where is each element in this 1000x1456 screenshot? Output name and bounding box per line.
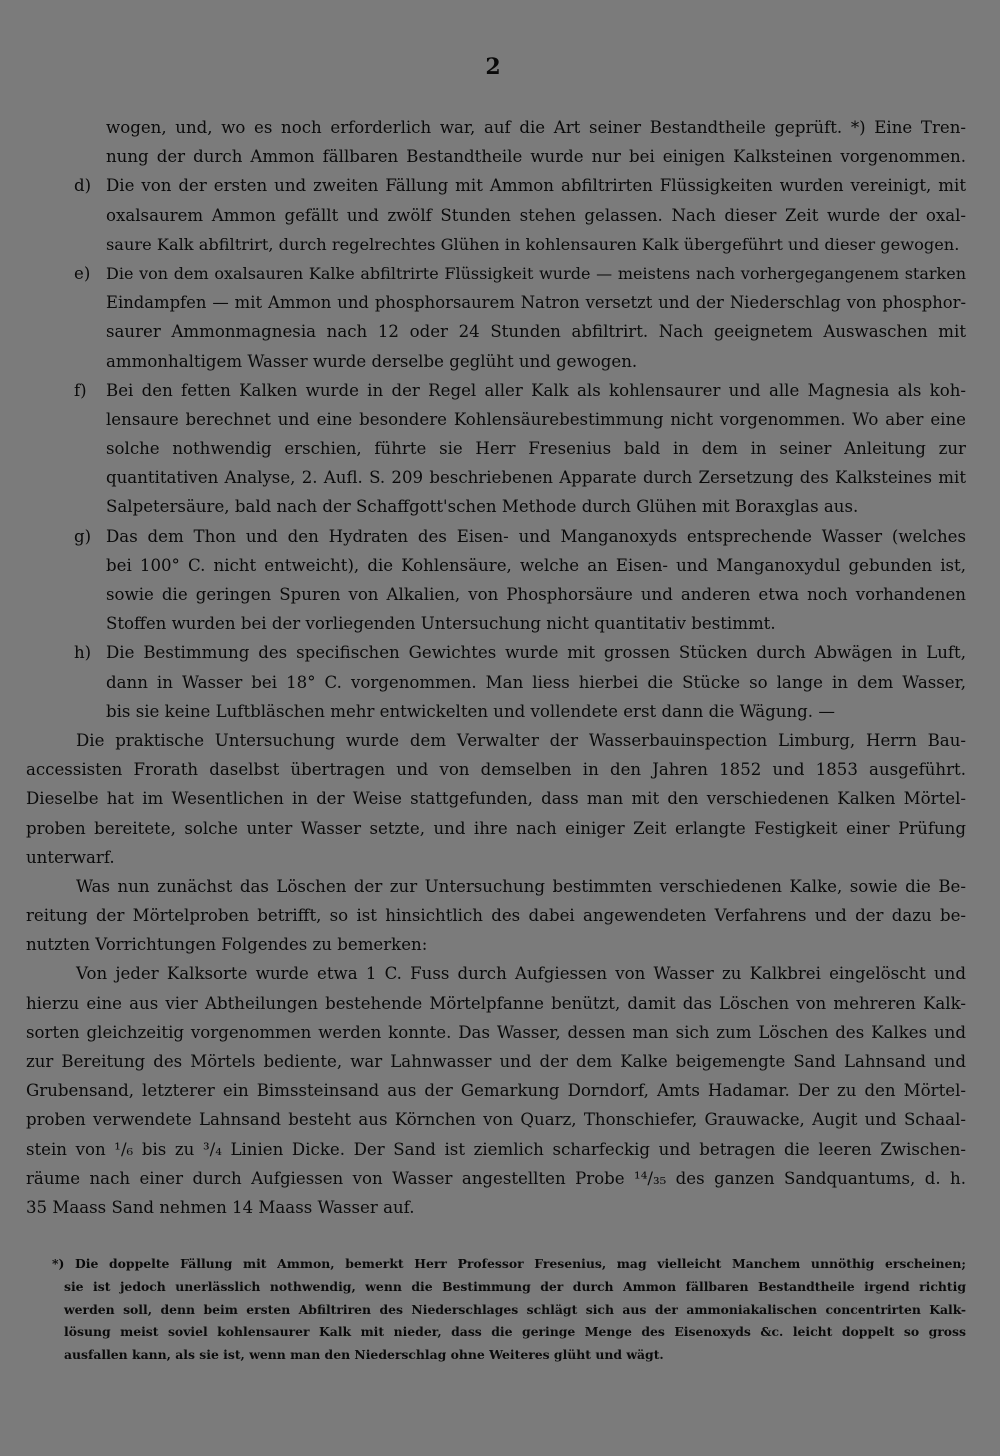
text-line: saure Kalk abfiltrirt, durch regelrechtes Glühen in kohlensauren Kalk übergeführt und dieser gewogen. [106,234,960,254]
text-line: Die von dem oxalsauren Kalke abfiltrirte Flüssigkeit wurde — meistens nach vorhergegangenem starken [106,263,966,283]
paragraph [26,726,966,872]
text-line: stein von ¹/₆ bis zu ³/₄ Linien Dicke. Der Sand ist ziemlich scharfeckig und betragen die leeren Zwischen- [26,1139,966,1159]
text-line: Die Bestimmung des specifischen Gewichtes wurde mit grossen Stücken durch Abwägen in Luft, [106,643,966,663]
item-label: h) [74,643,92,663]
text-line: Von jeder Kalksorte wurde etwa 1 C. Fuss durch Aufgiessen von Wasser zu Kalkbrei eingelöscht und [76,964,966,984]
text-line: saurer Ammonmagnesia nach 12 oder 24 Stunden abfiltrirt. Nach geeignetem Auswaschen mit [106,322,966,342]
text-line: ammonhaltigem Wasser wurde derselbe geglüht und gewogen. [106,351,638,371]
text-line: bei 100° C. nicht entweicht), die Kohlensäure, welche an Eisen- und Manganoxydul gebunden ist, [106,555,966,575]
text-line: sorten gleichzeitig vorgenommen werden konnte. Das Wasser, dessen man sich zum Löschen des Kalkes und [26,1022,966,1042]
text-line: Dieselbe hat im Wesentlichen in der Weise stattgefunden, dass man mit den verschiedenen Kalken Mörtel- [26,789,966,809]
text-line: lensaure berechnet und eine besondere Kohlensäurebestimmung nicht vorgenommen. Wo aber eine [106,409,966,429]
text-line: proben bereitete, solche unter Wasser setzte, und ihre nach einiger Zeit erlangte Festigkeit einer Prüfung [26,818,966,838]
text-line: Salpetersäure, bald nach der Schaffgott'schen Methode durch Glühen mit Boraxglas aus. [106,497,859,517]
page-number: 2 [485,54,501,80]
list-item-d [26,171,966,259]
text-line: Das dem Thon und den Hydraten des Eisen- und Manganoxyds entsprechende Wasser (welches [106,526,966,546]
footnote-line: *) Die doppelte Fällung mit Ammon, bemerkt Herr Professor Fresenius, mag vielleicht Manchem unnöthig erscheinen; [52,1256,966,1271]
text-line: oxalsaurem Ammon gefällt und zwölf Stunden stehen gelassen. Nach dieser Zeit wurde der oxal- [106,205,966,225]
footnote-line: werden soll, denn beim ersten Abfiltriren des Niederschlages schlägt sich aus der ammoniakalischen concentrirten Kalk- [64,1301,966,1317]
text-line: sowie die geringen Spuren von Alkalien, von Phosphorsäure und anderen etwa noch vorhandenen [106,585,966,604]
item-label: g) [74,526,92,546]
list-item-f [26,376,966,522]
footnote-line: sie ist jedoch unerlässlich nothwendig, wenn die Bestimmung der durch Ammon fällbaren Bestandtheile irgend richtig [64,1278,966,1294]
paragraph [26,872,966,960]
footnote-line: ausfallen kann, als sie ist, wenn man den Niederschlag ohne Weiteres glüht und wägt. [64,1347,664,1363]
footnote [52,1253,966,1367]
text-line: proben verwendete Lahnsand besteht aus Körnchen von Quarz, Thonschiefer, Grauwacke, Augit und Schaal- [26,1110,966,1130]
text-line: hierzu eine aus vier Abtheilungen bestehende Mörtelpfanne benützt, damit das Löschen von mehreren Kalk- [26,993,966,1013]
text-line: unterwarf. [26,847,115,867]
text-line: Was nun zunächst das Löschen der zur Untersuchung bestimmten verschiedenen Kalke, sowie die Be- [76,876,966,896]
item-label: f) [74,380,87,400]
item-label: e) [74,263,91,283]
text-line: nung der durch Ammon fällbaren Bestandtheile wurde nur bei einigen Kalksteinen vorgenommen. [106,147,966,167]
text-line: accessisten Frorath daselbst übertragen und von demselben in den Jahren 1852 und 1853 ausgeführt. [26,760,966,780]
list-item-h [26,638,966,726]
text-line: Bei den fetten Kalken wurde in der Regel aller Kalk als kohlensaurer und alle Magnesia als koh- [106,380,966,400]
list-item-g [26,522,966,639]
text-line: nutzten Vorrichtungen Folgendes zu bemerken: [26,935,428,955]
text-line: solche nothwendig erschien, führte sie Herr Fresenius bald in dem in seiner Anleitung zur [106,439,966,459]
text-line: Die von der ersten und zweiten Fällung mit Ammon abfiltrirten Flüssigkeiten wurden vereinigt, mit [106,176,966,196]
text-line: wogen, und, wo es noch erforderlich war, auf die Art seiner Bestandtheile geprüft. *) Eine Tren- [106,118,966,137]
text-line: dann in Wasser bei 18° C. vorgenommen. Man liess hierbei die Stücke so lange in dem Wasser, [106,672,966,692]
text-line: reitung der Mörtelproben betrifft, so ist hinsichtlich des dabei angewendeten Verfahrens und der dazu be- [26,906,966,926]
paragraph [26,959,966,1222]
main-text [26,113,966,1222]
text-line: Eindampfen — mit Ammon und phosphorsaurem Natron versetzt und der Niederschlag von phosphor- [106,293,966,313]
text-line: quantitativen Analyse, 2. Aufl. S. 209 beschriebenen Apparate durch Zersetzung des Kalksteines mit [106,468,966,488]
text-line: zur Bereitung des Mörtels bediente, war Lahnwasser und der dem Kalke beigemengte Sand Lahnsand und [26,1052,966,1071]
item-label: d) [74,176,92,196]
text-line: Stoffen wurden bei der vorliegenden Untersuchung nicht quantitativ bestimmt. [106,614,776,634]
list-item-e [26,259,966,376]
text-line: bis sie keine Luftbläschen mehr entwickelten und vollendete erst dann die Wägung. — [106,701,835,721]
text-line: 35 Maass Sand nehmen 14 Maass Wasser auf. [26,1197,415,1217]
text-line: räume nach einer durch Aufgiessen von Wasser angestellten Probe ¹⁴/₃₅ des ganzen Sandquantums, d. h. [26,1168,966,1188]
footnote-line: lösung meist soviel kohlensaurer Kalk mit nieder, dass die geringe Menge des Eisenoxyds &c. leicht doppelt so gross [64,1324,966,1340]
text-line: Grubensand, letzterer ein Bimssteinsand aus der Gemarkung Dorndorf, Amts Hadamar. Der zu den Mörtel- [26,1081,966,1101]
text-line: Die praktische Untersuchung wurde dem Verwalter der Wasserbauinspection Limburg, Herrn Bau- [76,730,966,750]
